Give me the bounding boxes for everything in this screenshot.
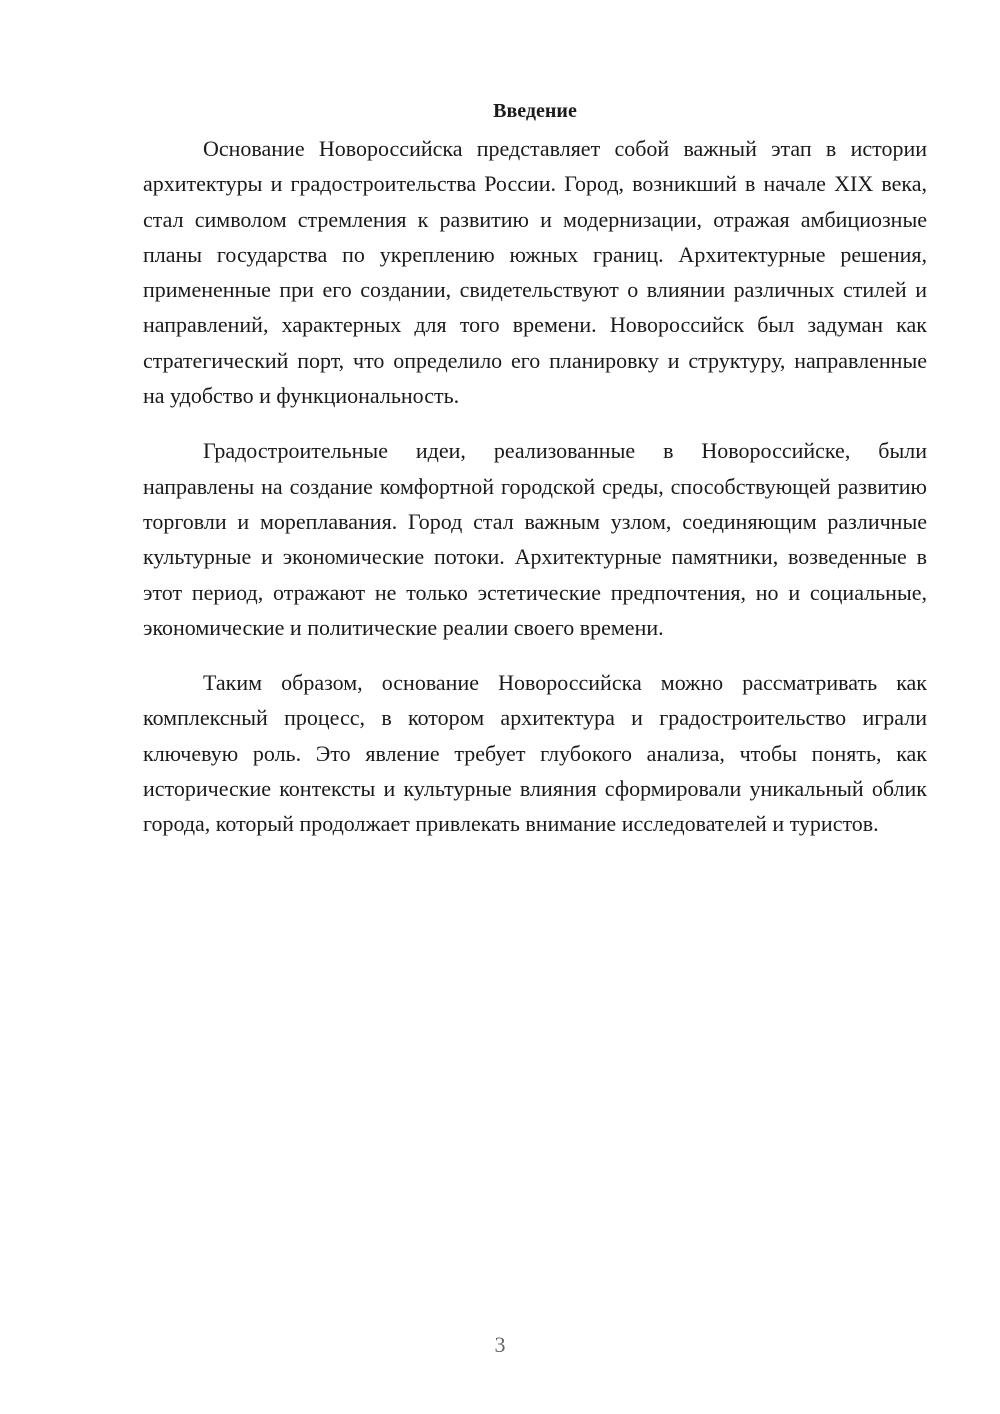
page-content xyxy=(143,96,927,862)
page-number: 3 xyxy=(494,1332,506,1357)
paragraph-2: Градостроительные идеи, реализованные в Новороссийске, были направлены на создание комфортной городской среды, способствующей развитию торговли и мореплавания. Город стал важным узлом, соединяющим различные культурные и экономические потоки. Архитектурные памятники, возведенные в этот период, отражают не только эстетические предпочтения, но и социальные, экономические и политические реалии своего времени. xyxy=(143,438,927,640)
section-title: Введение xyxy=(493,100,577,122)
paragraph-1: Основание Новороссийска представляет собой важный этап в истории архитектуры и градостроительства России. Город, возникший в начале XIX века, стал символом стремления к развитию и модернизации, отражая амбициозные планы государства по укреплению южных границ. Архитектурные решения, примененные при его создании, свидетельствуют о влиянии различных стилей и направлений, характерных для того времени. Новороссийск был задуман как стратегический порт, что определило его планировку и структуру, направленные на удобство и функциональность. xyxy=(143,136,927,409)
paragraph-3: Таким образом, основание Новороссийска можно рассматривать как комплексный процесс, в котором архитектура и градостроительство играли ключевую роль. Это явление требует глубокого анализа, чтобы понять, как исторические контексты и культурные влияния сформировали уникальный облик города, который продолжает привлекать внимание исследователей и туристов. xyxy=(143,670,927,837)
